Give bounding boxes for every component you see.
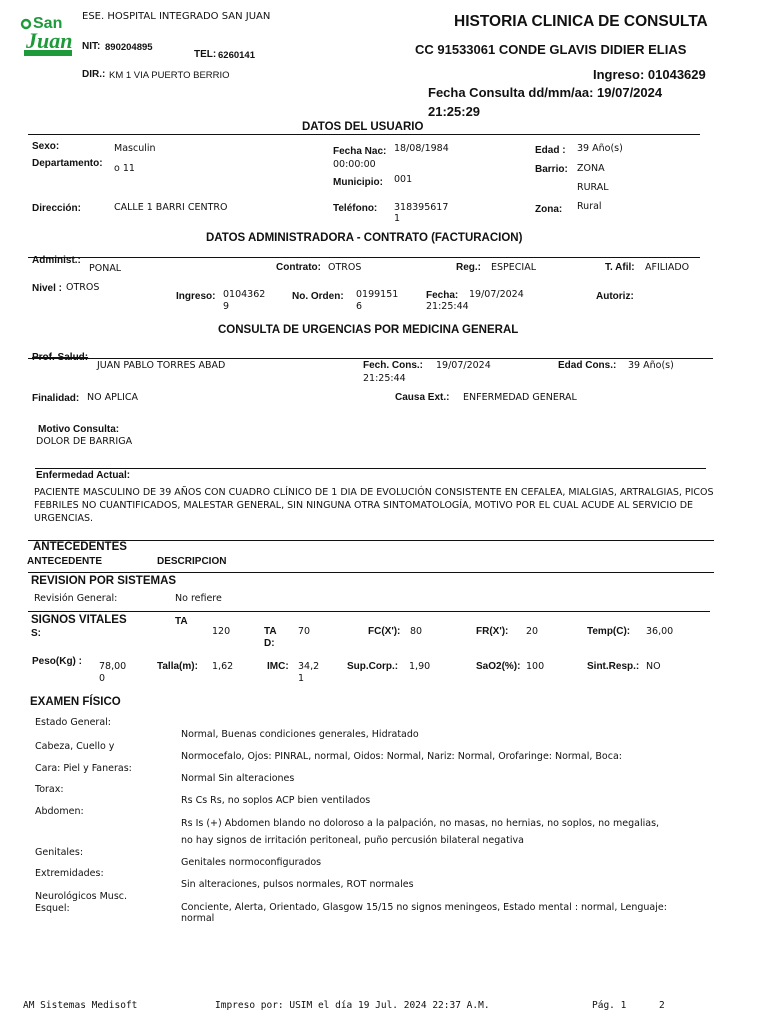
divider [28, 611, 710, 612]
talla-value: 1,62 [212, 661, 234, 672]
contrato-value: OTROS [328, 262, 362, 273]
examen-value: Genitales normoconfigurados [181, 857, 322, 868]
examen-label: Neurológicos Musc. [35, 891, 128, 902]
peso-label: Peso(Kg) : [32, 656, 82, 667]
motivo-consulta-value: DOLOR DE BARRIGA [36, 436, 133, 447]
patient-id-name: CC 91533061 CONDE GLAVIS DIDIER ELIAS [415, 42, 687, 57]
divider [28, 257, 700, 258]
hospital-name: ESE. HOSPITAL INTEGRADO SAN JUAN [82, 11, 271, 22]
administ-label: Administ.: [32, 255, 81, 266]
edad-cons-value: 39 Año(s) [628, 360, 674, 371]
depto-value: o 11 [114, 163, 135, 174]
contrato-label: Contrato: [276, 262, 321, 273]
tad-value: 70 [298, 626, 311, 637]
sint-resp-value: NO [646, 661, 661, 672]
reg-value: ESPECIAL [491, 262, 536, 273]
tas-label: TA [175, 616, 188, 627]
tas-value: 120 [212, 626, 231, 637]
zona-label: Zona: [535, 204, 563, 215]
examen-value: Normal Sin alteraciones [181, 773, 295, 784]
examen-value: normal [181, 913, 215, 924]
tafil-label: T. Afil: [605, 262, 635, 273]
tad-label-2: D: [264, 638, 275, 649]
fech-cons-label: Fech. Cons.: [363, 360, 424, 371]
examen-value: Normocefalo, Ojos: PINRAL, normal, Oidos: Normal, Nariz: Normal, Orofaringe: Normal, Boca: [181, 751, 622, 762]
depto-label: Departamento: [32, 158, 103, 169]
telefono-label: Teléfono: [333, 203, 378, 214]
imc-value: 34,2 [298, 661, 320, 672]
section-revision-sistemas: REVISION POR SISTEMAS [31, 575, 177, 587]
telefono-value: 318395617 [394, 202, 449, 213]
examen-value: Rs Cs Rs, no soplos ACP bien ventilados [181, 795, 371, 806]
examen-label: Abdomen: [35, 806, 84, 817]
section-signos-vitales: SIGNOS VITALES [31, 614, 127, 626]
sexo-label: Sexo: [32, 141, 60, 152]
municipio-value: 001 [394, 174, 413, 185]
fc-value: 80 [410, 626, 423, 637]
talla-label: Talla(m): [157, 661, 198, 672]
direccion-label: Dirección: [32, 203, 81, 214]
edad-label: Edad : [535, 145, 566, 156]
examen-value: Conciente, Alerta, Orientado, Glasgow 15/15 no signos meningeos, Estado mental : normal, Lenguaje: [181, 902, 667, 913]
hospital-logo [20, 14, 78, 58]
autoriz-label: Autoriz: [596, 291, 634, 302]
sao2-value: 100 [526, 661, 545, 672]
section-antecedentes: ANTECEDENTES [33, 541, 127, 553]
sexo-value: Masculin [114, 143, 156, 154]
peso-value: 78,00 [99, 661, 127, 672]
footer-page-total: 2 [659, 1000, 665, 1011]
municipio-label: Municipio: [333, 177, 383, 188]
fecha-time: 21:25:44 [426, 301, 469, 312]
fnac-value: 18/08/1984 [394, 143, 449, 154]
barrio-label: Barrio: [535, 164, 568, 175]
sup-corp-label: Sup.Corp.: [347, 661, 399, 672]
examen-label: Esquel: [35, 903, 70, 914]
enfermedad-actual-text: PACIENTE MASCULINO DE 39 AÑOS CON CUADRO CLÍNICO DE 1 DIA DE EVOLUCIÓN CONSISTENTE EN CEFALEA, MIALGIAS, ARTRALGIAS, PICOS FEBRILES NO CUANTIFICADOS, MALESTAR GENERAL, SIN NINGUNA OTRA SINTOMATOLOGÍA, MOTIVO POR EL CUAL ACUDE AL SERVICIO DE URGENCIAS. [34, 487, 714, 524]
examen-value: Sin alteraciones, pulsos normales, ROT normales [181, 879, 414, 890]
causa-ext-value: ENFERMEDAD GENERAL [463, 392, 577, 403]
ingreso-value: 0104362 [223, 289, 266, 300]
telefono-value-2: 1 [394, 213, 401, 224]
orden-value: 0199151 [356, 289, 399, 300]
administ-value: PONAL [89, 263, 122, 274]
finalidad-label: Finalidad: [32, 393, 80, 404]
descripcion-column-header: DESCRIPCION [157, 556, 227, 567]
enfermedad-actual-label: Enfermedad Actual: [36, 470, 131, 481]
fnac-label: Fecha Nac: [333, 146, 387, 157]
peso-value-2: 0 [99, 673, 106, 684]
edad-cons-label: Edad Cons.: [558, 360, 617, 371]
dir-label: DIR.: [82, 69, 106, 80]
ingreso-label: Ingreso: [176, 291, 216, 302]
section-examen-fisico: EXAMEN FÍSICO [30, 696, 121, 708]
orden-value-2: 6 [356, 301, 363, 312]
ingreso-value-2: 9 [223, 301, 230, 312]
sint-resp-label: Sint.Resp.: [587, 661, 640, 672]
barrio-value-2: RURAL [577, 182, 609, 193]
antecedente-column-header: ANTECEDENTE [27, 556, 103, 567]
examen-label: Estado General: [35, 717, 111, 728]
revision-general-label: Revisión General: [34, 593, 118, 604]
examen-value: Normal, Buenas condiciones generales, Hidratado [181, 729, 419, 740]
edad-value: 39 Año(s) [577, 143, 623, 154]
fr-value: 20 [526, 626, 539, 637]
examen-label: Extremidades: [35, 868, 104, 879]
examen-label: Torax: [35, 784, 64, 795]
zona-value: Rural [577, 201, 602, 212]
tafil-value: AFILIADO [645, 262, 690, 273]
footer-printed-by: Impreso por: USIM el día 19 Jul. 2024 22:37 A.M. [215, 1000, 490, 1011]
prof-salud-label: Prof. Salud: [32, 352, 89, 363]
footer-system: AM Sistemas Medisoft [23, 1000, 138, 1011]
fecha-value: 19/07/2024 [469, 289, 524, 300]
nivel-label: Nivel : [32, 283, 63, 294]
finalidad-value: NO APLICA [87, 392, 139, 403]
fnac-time: 00:00:00 [333, 159, 376, 170]
prof-salud-value: JUAN PABLO TORRES ABAD [97, 360, 226, 371]
section-datos-usuario: DATOS DEL USUARIO [302, 121, 424, 133]
barrio-value: ZONA [577, 163, 605, 174]
fech-cons-time: 21:25:44 [363, 373, 406, 384]
section-signos-vitales-s: S: [31, 628, 41, 639]
fc-label: FC(X'): [368, 626, 401, 637]
examen-label: Cara: Piel y Faneras: [35, 763, 132, 774]
fr-label: FR(X'): [476, 626, 509, 637]
sao2-label: SaO2(%): [476, 661, 521, 672]
reg-label: Reg.: [456, 262, 481, 273]
fecha-consulta: Fecha Consulta dd/mm/aa: 19/07/2024 [428, 85, 663, 100]
revision-general-value: No refiere [175, 593, 222, 604]
causa-ext-label: Causa Ext.: [395, 392, 450, 403]
divider [28, 572, 714, 573]
nit-value: 890204895 [105, 42, 153, 53]
divider [28, 358, 713, 359]
divider [28, 540, 714, 541]
fech-cons-value: 19/07/2024 [436, 360, 491, 371]
ingreso-number: Ingreso: 01043629 [593, 67, 706, 82]
imc-label: IMC: [267, 661, 289, 672]
hora-consulta: 21:25:29 [428, 104, 481, 119]
nit-label: NIT: [82, 41, 101, 52]
motivo-consulta-label: Motivo Consulta: [38, 424, 120, 435]
temp-value: 36,00 [646, 626, 674, 637]
examen-value: no hay signos de irritación peritoneal, puño percusión bilateral negativa [181, 835, 524, 846]
footer-page: Pág. 1 [592, 1000, 627, 1011]
direccion-value: CALLE 1 BARRI CENTRO [114, 202, 228, 213]
section-datos-administradora: DATOS ADMINISTRADORA - CONTRATO (FACTURACION) [206, 232, 523, 244]
examen-label: Genitales: [35, 847, 84, 858]
nivel-value: OTROS [66, 282, 100, 293]
dir-value: KM 1 VIA PUERTO BERRIO [109, 70, 230, 81]
temp-label: Temp(C): [587, 626, 631, 637]
tel-value: 6260141 [218, 50, 255, 61]
imc-value-2: 1 [298, 673, 305, 684]
divider [28, 134, 700, 135]
orden-label: No. Orden: [292, 291, 344, 302]
logo-text-top: San [33, 15, 63, 32]
examen-label: Cabeza, Cuello y [35, 741, 115, 752]
document-title: HISTORIA CLINICA DE CONSULTA [454, 13, 708, 30]
tel-label: TEL: [194, 49, 217, 60]
section-consulta-urgencias: CONSULTA DE URGENCIAS POR MEDICINA GENERAL [218, 324, 519, 336]
logo-text-bottom: Juan [26, 28, 73, 53]
tad-label: TA [264, 626, 277, 637]
examen-value: Rs Is (+) Abdomen blando no doloroso a la palpación, no masas, no hernias, no soplos, no megalias, [181, 818, 660, 829]
fecha-label: Fecha: [426, 290, 459, 301]
sup-corp-value: 1,90 [409, 661, 431, 672]
divider [35, 468, 706, 469]
